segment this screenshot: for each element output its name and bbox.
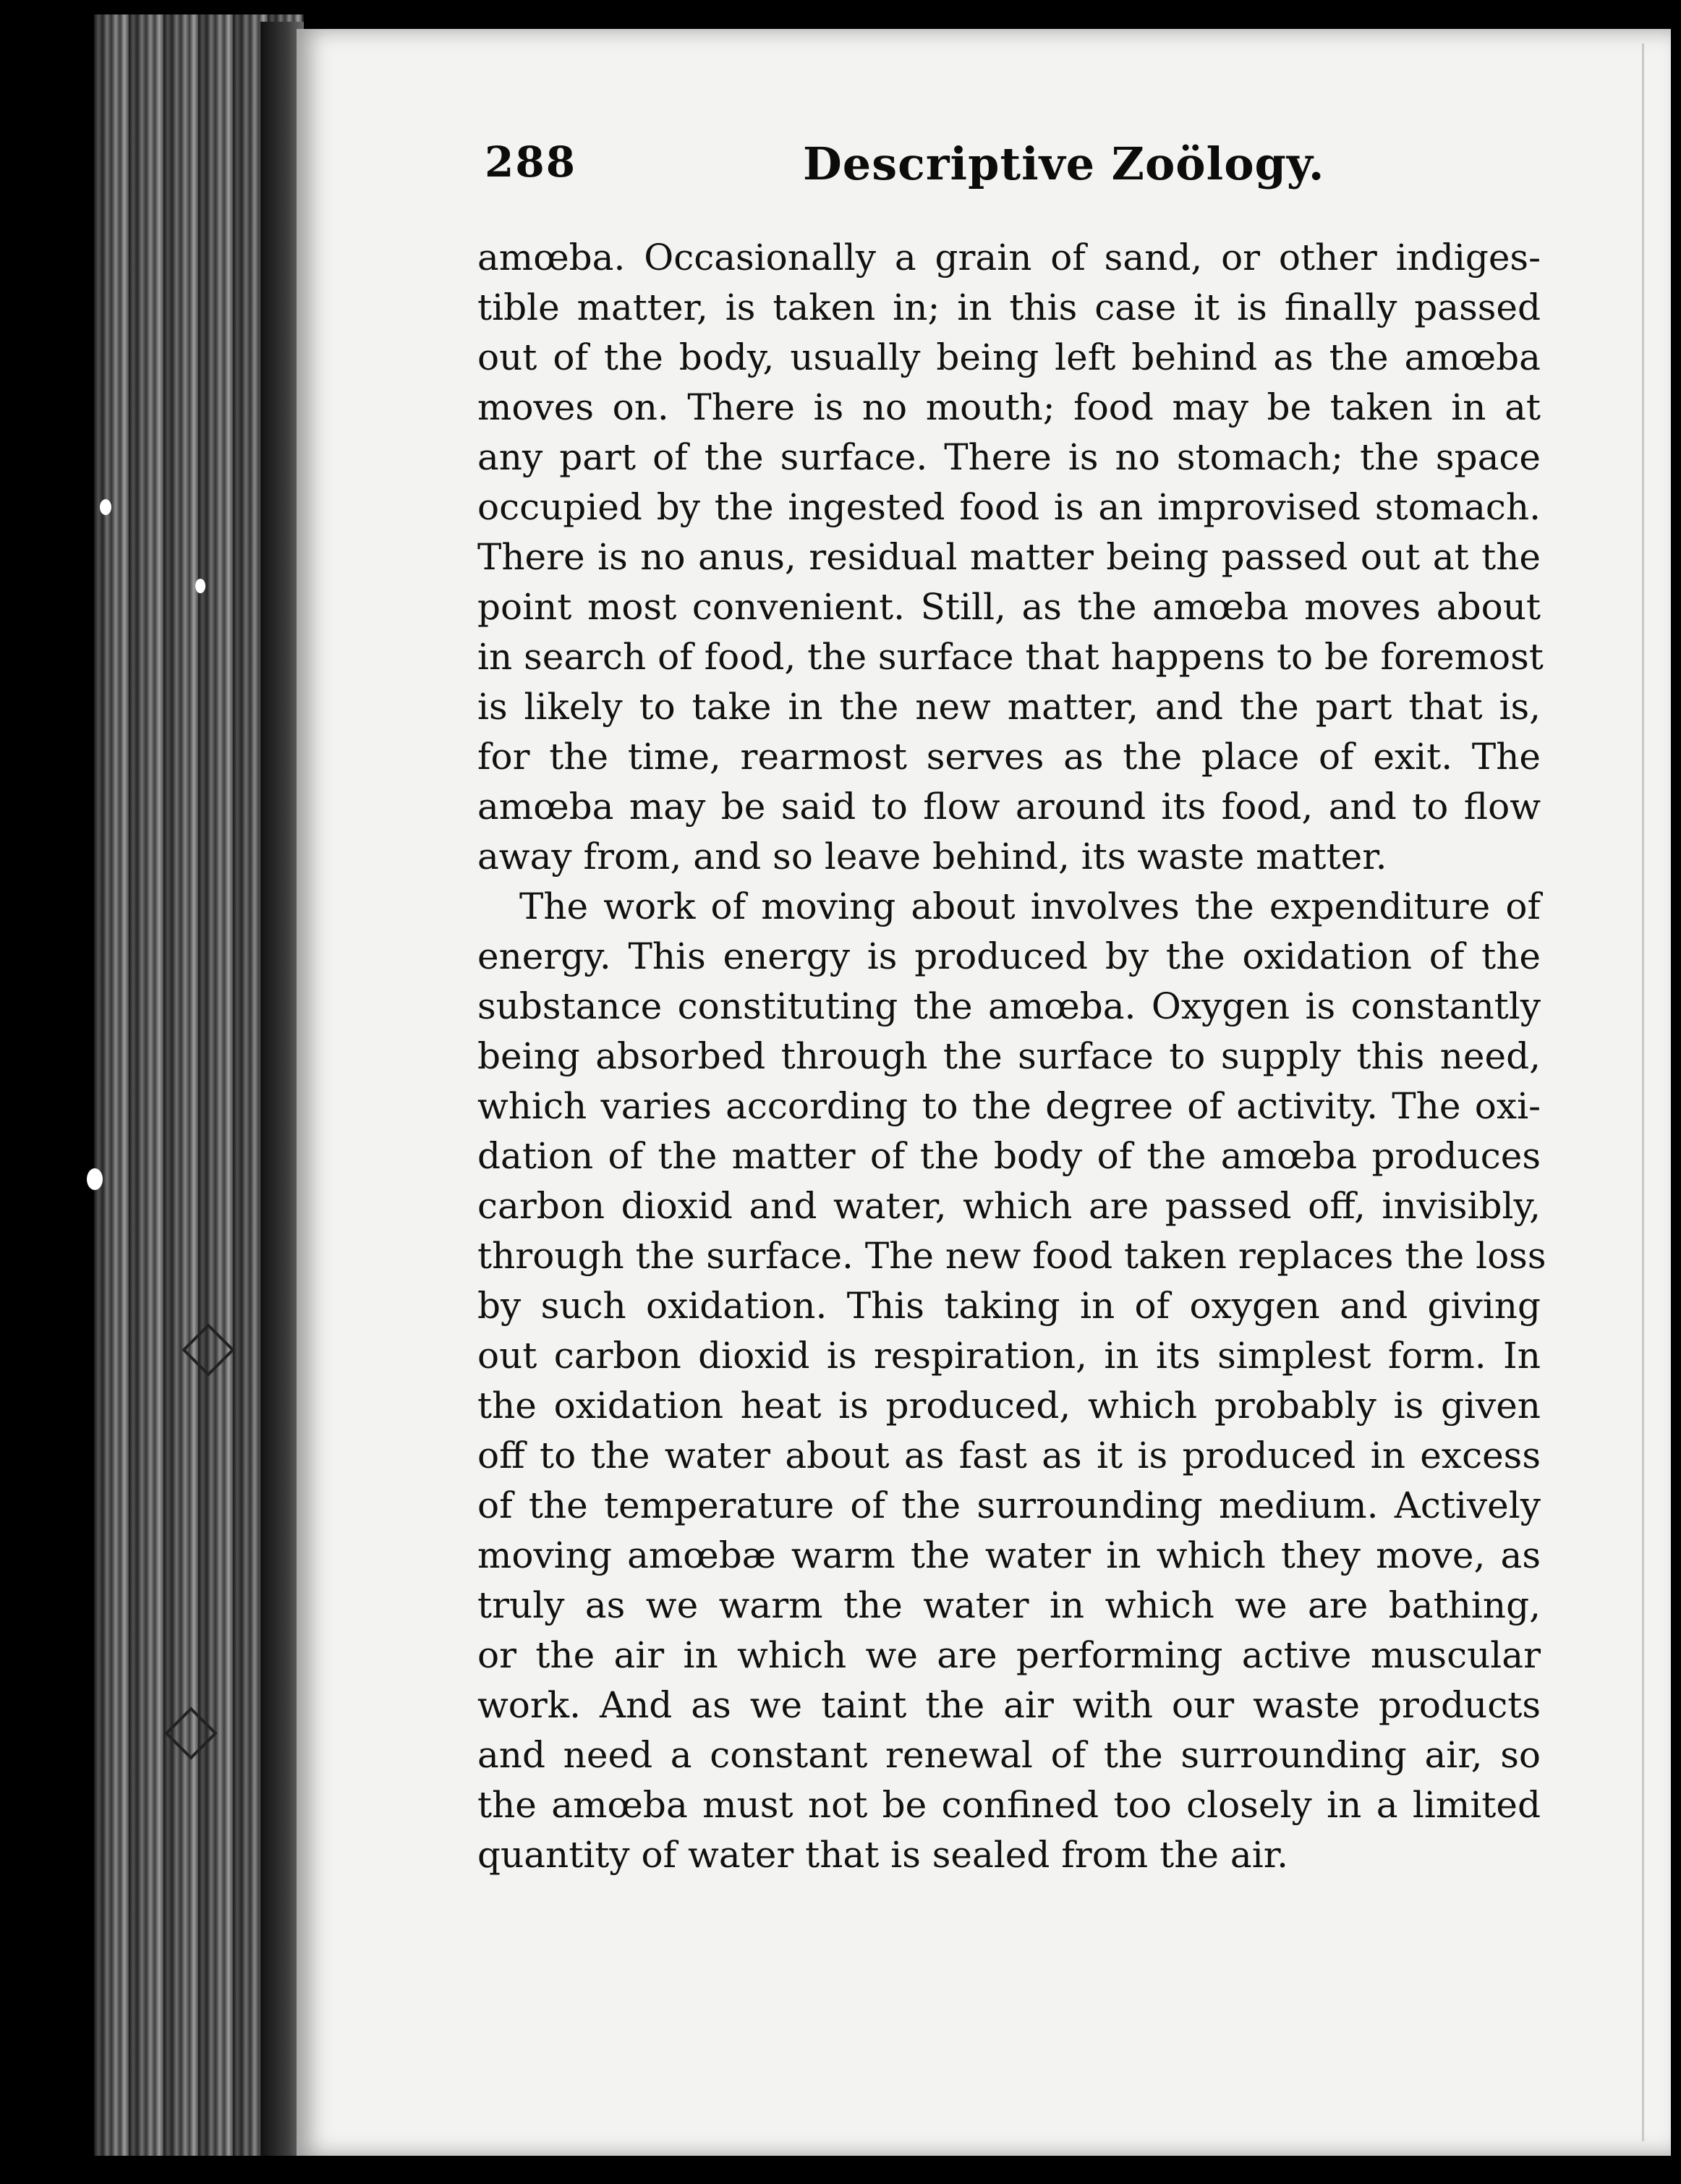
text-line: point most convenient. Still, as the amœba moves about (477, 586, 1541, 628)
text-line: by such oxidation. This taking in of oxygen and giving (477, 1285, 1541, 1327)
text-line: There is no anus, residual matter being passed out at the (477, 536, 1541, 578)
text-line: truly as we warm the water in which we are bathing, (477, 1584, 1541, 1626)
text-line: in search of food, the surface that happens to be foremost (477, 636, 1544, 678)
text-line: moves on. There is no mouth; food may be taken in at (477, 386, 1541, 428)
text-line: out carbon dioxid is respiration, in its simplest form. In (477, 1335, 1541, 1377)
body-text (477, 233, 1546, 1880)
text-line: amœba may be said to flow around its food, and to flow (477, 786, 1541, 828)
text-line: for the time, rearmost serves as the place of exit. The (477, 736, 1541, 778)
paragraph (477, 882, 1546, 1880)
running-title: Descriptive Zoölogy. (803, 137, 1325, 190)
text-line: substance constituting the amœba. Oxygen is constantly (477, 985, 1541, 1027)
text-line: which varies according to the degree of activity. The oxi- (477, 1085, 1541, 1127)
text-line: moving amœbæ warm the water in which they move, as (477, 1534, 1541, 1576)
text-line: any part of the surface. There is no stomach; the space (477, 436, 1541, 478)
text-line: away from, and so leave behind, its waste matter. (477, 836, 1387, 878)
text-line: quantity of water that is sealed from the air. (477, 1834, 1288, 1876)
text-line: energy. This energy is produced by the oxidation of the (477, 935, 1541, 977)
text-line: occupied by the ingested food is an improvised stomach. (477, 486, 1541, 528)
page-number: 288 (485, 137, 577, 187)
text-line: being absorbed through the surface to supply this need, (477, 1035, 1541, 1077)
text-line: off to the water about as fast as it is produced in excess (477, 1435, 1541, 1476)
text-line: through the surface. The new food taken replaces the loss (477, 1235, 1546, 1277)
text-line: of the temperature of the surrounding medium. Actively (477, 1484, 1541, 1526)
scan-speck (195, 579, 205, 593)
page-edge (1642, 43, 1644, 2141)
text-line: work. And as we taint the air with our waste products (477, 1684, 1541, 1726)
text-line: the amœba must not be confined too closely in a limited (477, 1784, 1541, 1826)
text-line: or the air in which we are performing active muscular (477, 1634, 1541, 1676)
text-line: amœba. Occasionally a grain of sand, or other indiges- (477, 237, 1541, 279)
text-line: is likely to take in the new matter, and the part that is, (477, 686, 1541, 728)
text-line: and need a constant renewal of the surrounding air, so (477, 1734, 1541, 1776)
scan-speck (100, 499, 111, 515)
paragraph (477, 233, 1544, 882)
text-line: The work of moving about involves the expenditure of (519, 885, 1541, 927)
text-line: dation of the matter of the body of the amœba produces (477, 1135, 1541, 1177)
page-header (485, 137, 1570, 217)
text-line: carbon dioxid and water, which are passed off, invisibly, (477, 1185, 1541, 1227)
scan-speck (87, 1168, 103, 1190)
text-line: the oxidation heat is produced, which probably is given (477, 1385, 1541, 1427)
text-line: out of the body, usually being left behind as the amœba (477, 336, 1541, 378)
text-line: tible matter, is taken in; in this case it is finally passed (477, 286, 1541, 328)
